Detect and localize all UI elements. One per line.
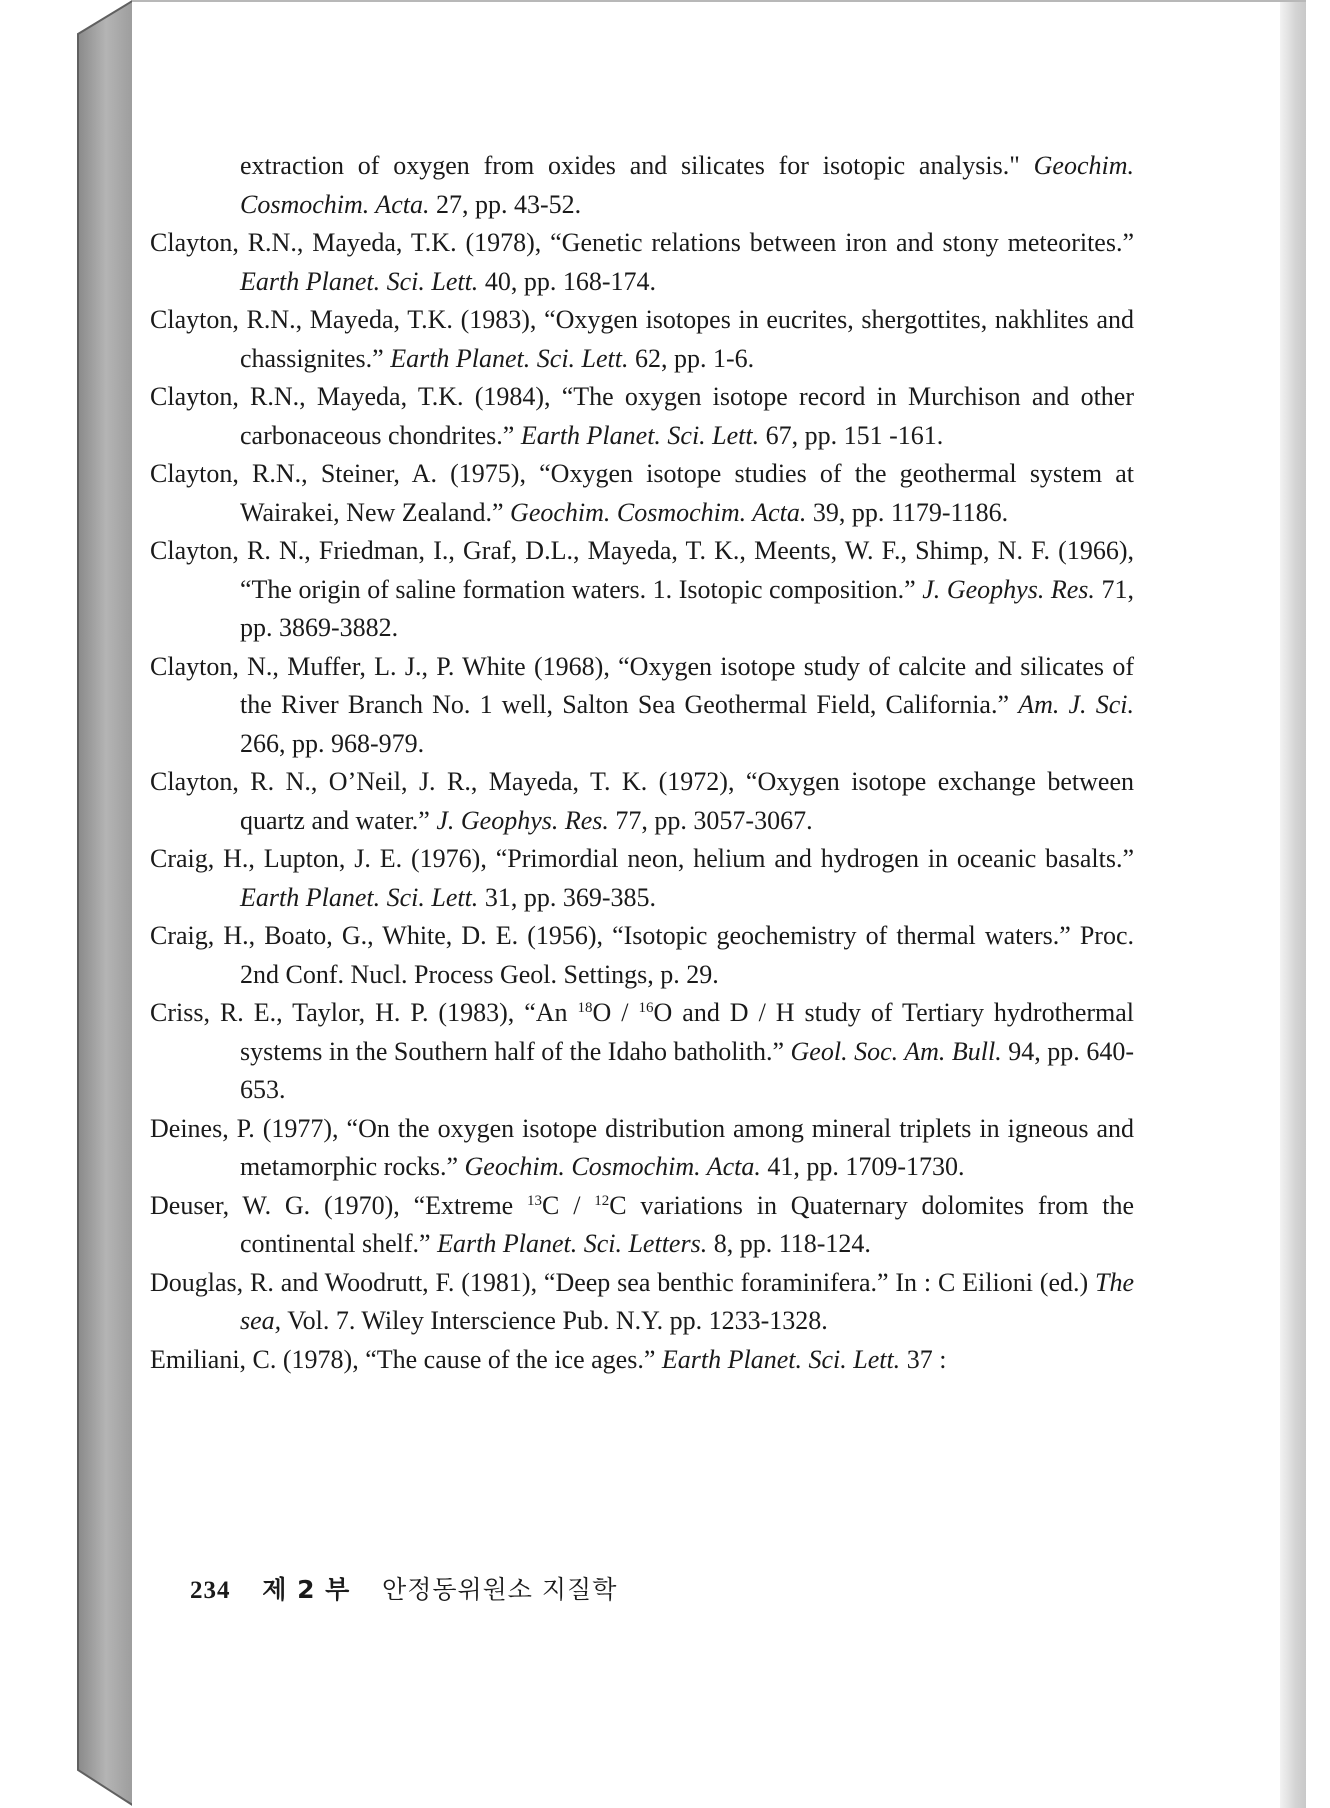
reference-text: Vol. 7. Wiley Interscience Pub. N.Y. pp. 1233-1328.: [281, 1306, 828, 1335]
reference-text: C variations in Quaternary dolomites from the continental shelf.”: [240, 1190, 1135, 1258]
page-number: 234: [190, 1577, 231, 1604]
reference-text: Clayton, R.N., Mayeda, T.K. (1978), “Genetic relations between iron and stony meteorites.”: [150, 228, 1134, 257]
reference-entry: [150, 532, 1134, 648]
isotope-superscript: 12: [594, 1192, 610, 1209]
reference-entry: [150, 1187, 1134, 1264]
reference-text: 8, pp. 118-124.: [707, 1229, 871, 1258]
reference-text: Douglas, R. and Woodrutt, F. (1981), “Deep sea benthic foraminifera.” In : C Eilioni (ed.): [150, 1267, 1095, 1297]
journal-title: Geochim. Cosmochim. Acta.: [510, 497, 807, 527]
reference-text: O and D / H study of Tertiary hydrothermal systems in the Southern half of the Idaho batholith.”: [240, 998, 1134, 1066]
reference-entry: [150, 301, 1134, 378]
part-label: 제 2 부: [262, 1575, 351, 1604]
reference-text: Deines, P. (1977), “On the oxygen isotope distribution among mineral triplets in igneous and metamorphic rocks.”: [150, 1113, 1134, 1181]
journal-title: Am. J. Sci.: [1018, 690, 1134, 719]
reference-entry: [150, 378, 1134, 455]
journal-title: Earth Planet. Sci. Letters.: [437, 1229, 708, 1258]
reference-text: Criss, R. E., Taylor, H. P. (1983), “An: [150, 998, 578, 1027]
reference-text: 39, pp. 1179-1186.: [806, 497, 1009, 527]
isotope-superscript: 13: [527, 1192, 543, 1209]
reference-text: 62, pp. 1-6.: [628, 343, 755, 373]
reference-text: Emiliani, C. (1978), “The cause of the ice ages.”: [150, 1344, 662, 1374]
journal-title: J. Geophys. Res.: [436, 805, 609, 835]
reference-text: 27, pp. 43-52.: [429, 189, 582, 219]
book-spine: [0, 0, 134, 1806]
reference-text: Clayton, N., Muffer, L. J., P. White (1968), “Oxygen isotope study of calcite and silicates of the River Branch No. 1 well, Salton Sea Geothermal Field, California.”: [150, 651, 1134, 719]
journal-title: Earth Planet. Sci. Lett.: [520, 420, 760, 450]
journal-title: Earth Planet. Sci. Lett.: [390, 343, 629, 373]
reference-text: extraction of oxygen from oxides and silicates for isotopic analysis.": [240, 151, 1034, 180]
journal-title: Geochim. Cosmochim. Acta.: [240, 151, 1134, 219]
reference-entry: [150, 840, 1134, 917]
reference-entry: [150, 763, 1134, 840]
journal-title: Earth Planet. Sci. Lett.: [240, 882, 479, 912]
reference-text: Deuser, W. G. (1970), “Extreme: [150, 1190, 528, 1220]
reference-text: Clayton, R. N., Friedman, I., Graf, D.L., Mayeda, T. K., Meents, W. F., Shimp, N. F. (1966), “The origin of saline formation waters. 1. Isotopic composition.”: [150, 536, 1134, 604]
page-footer: [190, 1570, 617, 1606]
isotope-superscript: 18: [577, 1000, 593, 1016]
reference-text: 40, pp. 168-174.: [478, 266, 656, 296]
reference-text: Clayton, R.N., Mayeda, T.K. (1983), “Oxygen isotopes in eucrites, shergottites, nakhlites and chassignites.”: [150, 305, 1134, 373]
reference-text: Clayton, R.N., Mayeda, T.K. (1984), “The oxygen isotope record in Murchison and other carbonaceous chondrites.”: [150, 382, 1134, 450]
page-edge-shadow: [1280, 2, 1306, 1808]
reference-text: 266, pp. 968-979.: [240, 728, 425, 758]
journal-title: The sea,: [240, 1267, 1134, 1335]
reference-entry: [150, 455, 1134, 532]
journal-title: Geol. Soc. Am. Bull.: [790, 1036, 1002, 1066]
reference-entry: [150, 994, 1134, 1110]
reference-entry: [150, 1341, 1134, 1380]
reference-text: 71, pp. 3869-3882.: [240, 574, 1135, 642]
reference-entry: [150, 648, 1134, 764]
reference-entry: [150, 147, 1134, 224]
chapter-title: 안정동위원소 지질학: [382, 1575, 618, 1604]
reference-entry: [150, 224, 1134, 301]
reference-text: 77, pp. 3057-3067.: [608, 805, 813, 835]
journal-title: Geochim. Cosmochim. Acta.: [464, 1152, 761, 1181]
reference-text: Craig, H., Boato, G., White, D. E. (1956), “Isotopic geochemistry of thermal waters.” Proc. 2nd Conf. Nucl. Process Geol. Settings, p. 29.: [150, 921, 1134, 989]
reference-text: 94, pp. 640-653.: [240, 1036, 1134, 1104]
reference-text: Clayton, R. N., O’Neil, J. R., Mayeda, T. K. (1972), “Oxygen isotope exchange between quartz and water.”: [150, 767, 1134, 835]
reference-text: Clayton, R.N., Steiner, A. (1975), “Oxygen isotope studies of the geothermal system at Wairakei, New Zealand.”: [150, 459, 1134, 527]
isotope-superscript: 16: [638, 1000, 654, 1016]
reference-text: 31, pp. 369-385.: [478, 882, 656, 912]
reference-text: 41, pp. 1709-1730.: [760, 1152, 965, 1181]
reference-text: C /: [542, 1190, 595, 1220]
reference-entry: [150, 1110, 1134, 1187]
journal-title: Earth Planet. Sci. Lett.: [661, 1344, 901, 1374]
reference-text: O /: [592, 998, 639, 1027]
reference-text: Craig, H., Lupton, J. E. (1976), “Primordial neon, helium and hydrogen in oceanic basalts.”: [150, 844, 1134, 873]
reference-entry: [150, 917, 1134, 994]
reference-list: [150, 147, 1134, 1379]
reference-entry: [150, 1264, 1134, 1341]
reference-text: 37 :: [900, 1344, 947, 1374]
journal-title: Earth Planet. Sci. Lett.: [240, 266, 479, 296]
journal-title: J. Geophys. Res.: [922, 574, 1095, 604]
reference-text: 67, pp. 151 -161.: [759, 420, 944, 450]
